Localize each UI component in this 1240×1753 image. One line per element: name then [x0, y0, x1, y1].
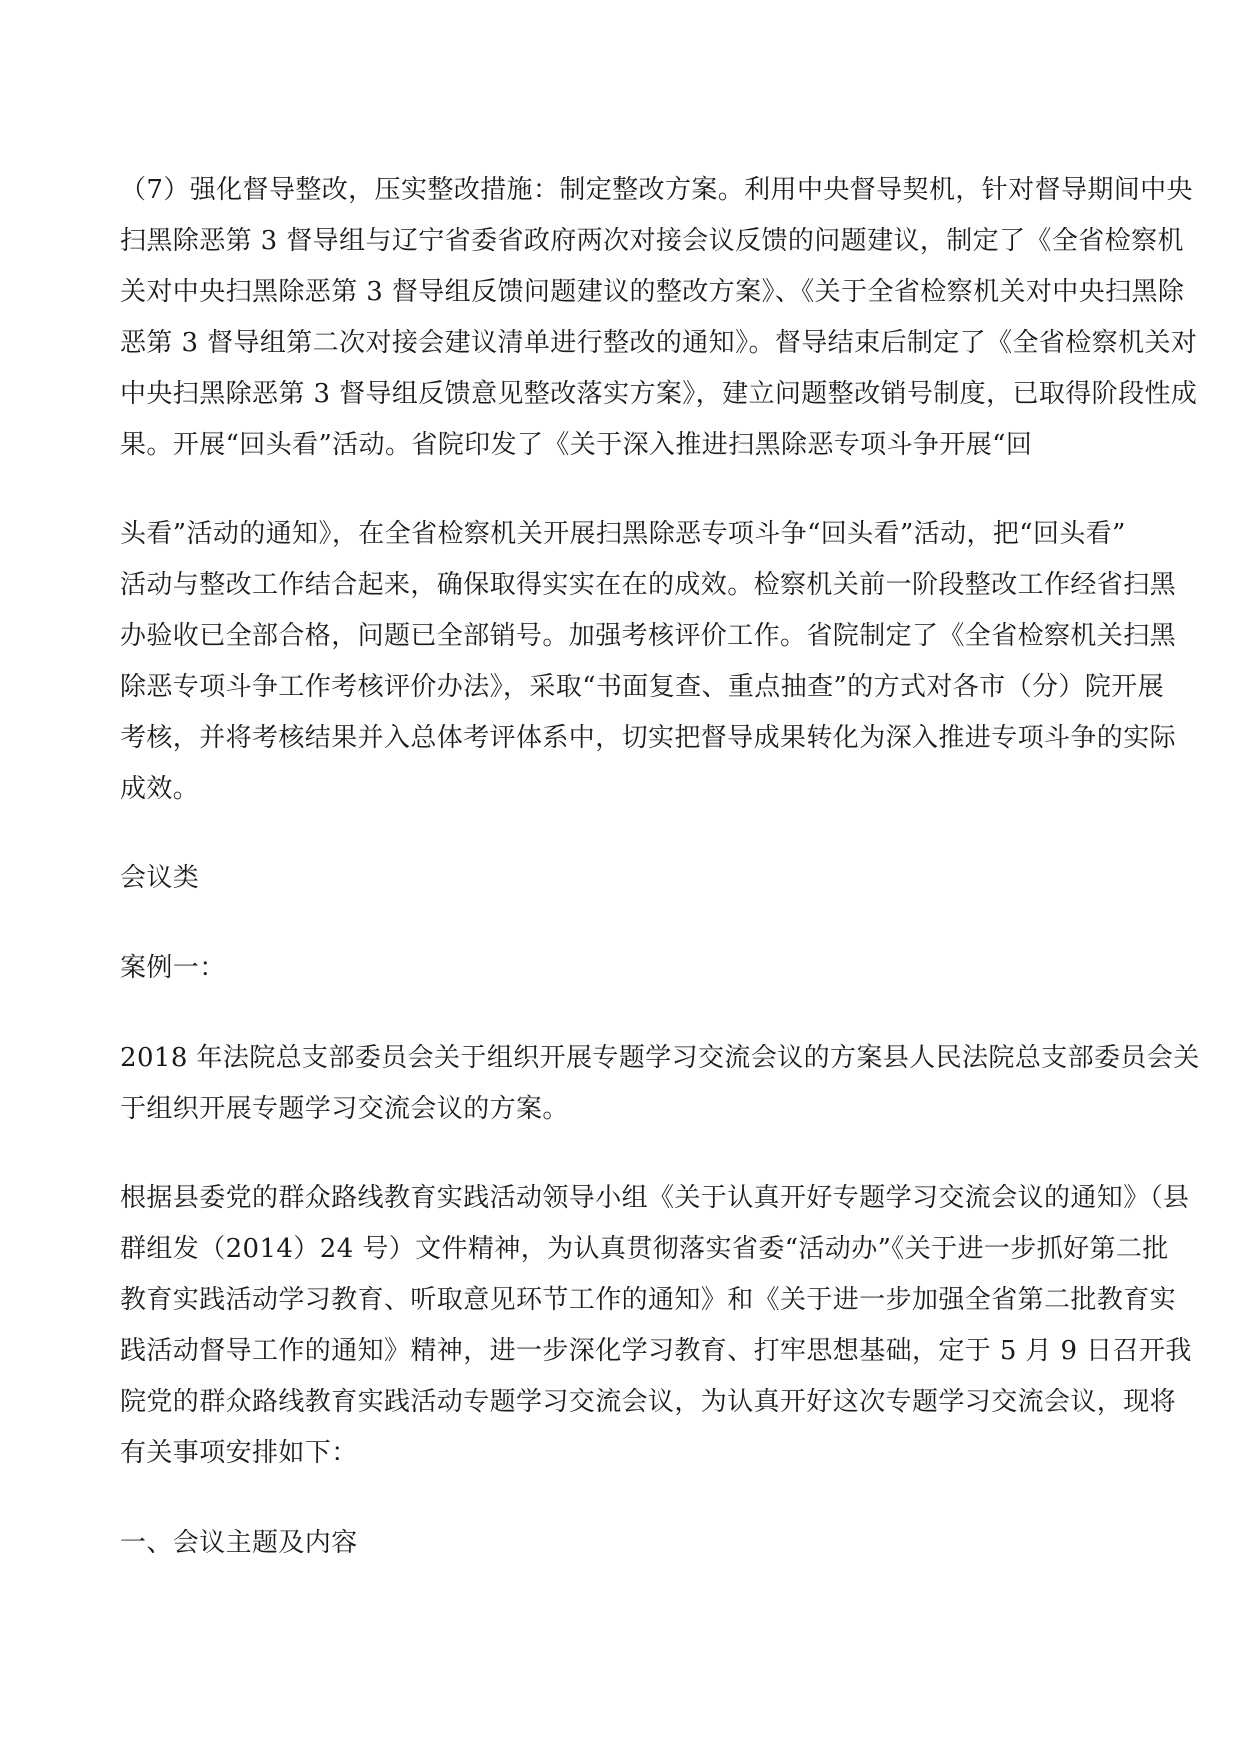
paragraph-4-line-1: 根据县委党的群众路线教育实践活动领导小组《关于认真开好专题学习交流会议的通知》（县: [120, 1183, 1190, 1213]
paragraph-4-line-3: 教育实践活动学习教育、听取意见环节工作的通知》和《关于进一步加强全省第二批教育实: [120, 1285, 1177, 1315]
heading-section-1: 一、会议主题及内容: [120, 1528, 358, 1558]
paragraph-2-line-2: 活动与整改工作结合起来，确保取得实实在在的成效。检察机关前一阶段整改工作经省扫黑: [120, 570, 1177, 600]
paragraph-2-line-4: 除恶专项斗争工作考核评价办法》，采取“书面复查、重点抽查”的方式对各市（分）院开展: [120, 672, 1164, 702]
paragraph-2-line-5: 考核，并将考核结果并入总体考评体系中，切实把督导成果转化为深入推进专项斗争的实际: [120, 723, 1177, 753]
heading-case-1: 案例一：: [120, 953, 226, 983]
paragraph-3-line-2: 于组织开展专题学习交流会议的方案。: [120, 1094, 569, 1124]
paragraph-3-line-1: 2018 年法院总支部委员会关于组织开展专题学习交流会议的方案县人民法院总支部委员会关: [120, 1043, 1200, 1073]
paragraph-2-line-6: 成效。: [120, 774, 200, 804]
paragraph-2-line-3: 办验收已全部合格，问题已全部销号。加强考核评价工作。省院制定了《全省检察机关扫黑: [120, 621, 1177, 651]
paragraph-2-line-1: 头看”活动的通知》，在全省检察机关开展扫黑除恶专项斗争“回头看”活动，把“回头看”: [120, 519, 1126, 549]
paragraph-1-line-3: 关对中央扫黑除恶第 3 督导组反馈问题建议的整改方案》、《关于全省检察机关对中央扫黑除: [120, 277, 1185, 307]
heading-meetings: 会议类: [120, 863, 200, 893]
paragraph-4-line-2: 群组发（2014）24 号）文件精神，为认真贯彻落实省委“活动办”《关于进一步抓好第二批: [120, 1234, 1169, 1264]
paragraph-4-line-5: 院党的群众路线教育实践活动专题学习交流会议，为认真开好这次专题学习交流会议，现将: [120, 1387, 1177, 1417]
paragraph-1-line-1: （7）强化督导整改，压实整改措施：制定整改方案。利用中央督导契机，针对督导期间中央: [120, 175, 1193, 205]
paragraph-4-line-4: 践活动督导工作的通知》精神，进一步深化学习教育、打牢思想基础，定于 5 月 9 日召开我: [120, 1336, 1192, 1366]
paragraph-1-line-6: 果。开展“回头看”活动。省院印发了《关于深入推进扫黑除恶专项斗争开展“回: [120, 430, 1033, 460]
paragraph-1-line-5: 中央扫黑除恶第 3 督导组反馈意见整改落实方案》，建立问题整改销号制度，已取得阶段性成: [120, 379, 1198, 409]
paragraph-1-line-4: 恶第 3 督导组第二次对接会建议清单进行整改的通知》。督导结束后制定了《全省检察机关对: [120, 328, 1198, 358]
paragraph-1-line-2: 扫黑除恶第 3 督导组与辽宁省委省政府两次对接会议反馈的问题建议，制定了《全省检察机: [120, 226, 1184, 256]
paragraph-4-line-6: 有关事项安排如下：: [120, 1438, 358, 1468]
